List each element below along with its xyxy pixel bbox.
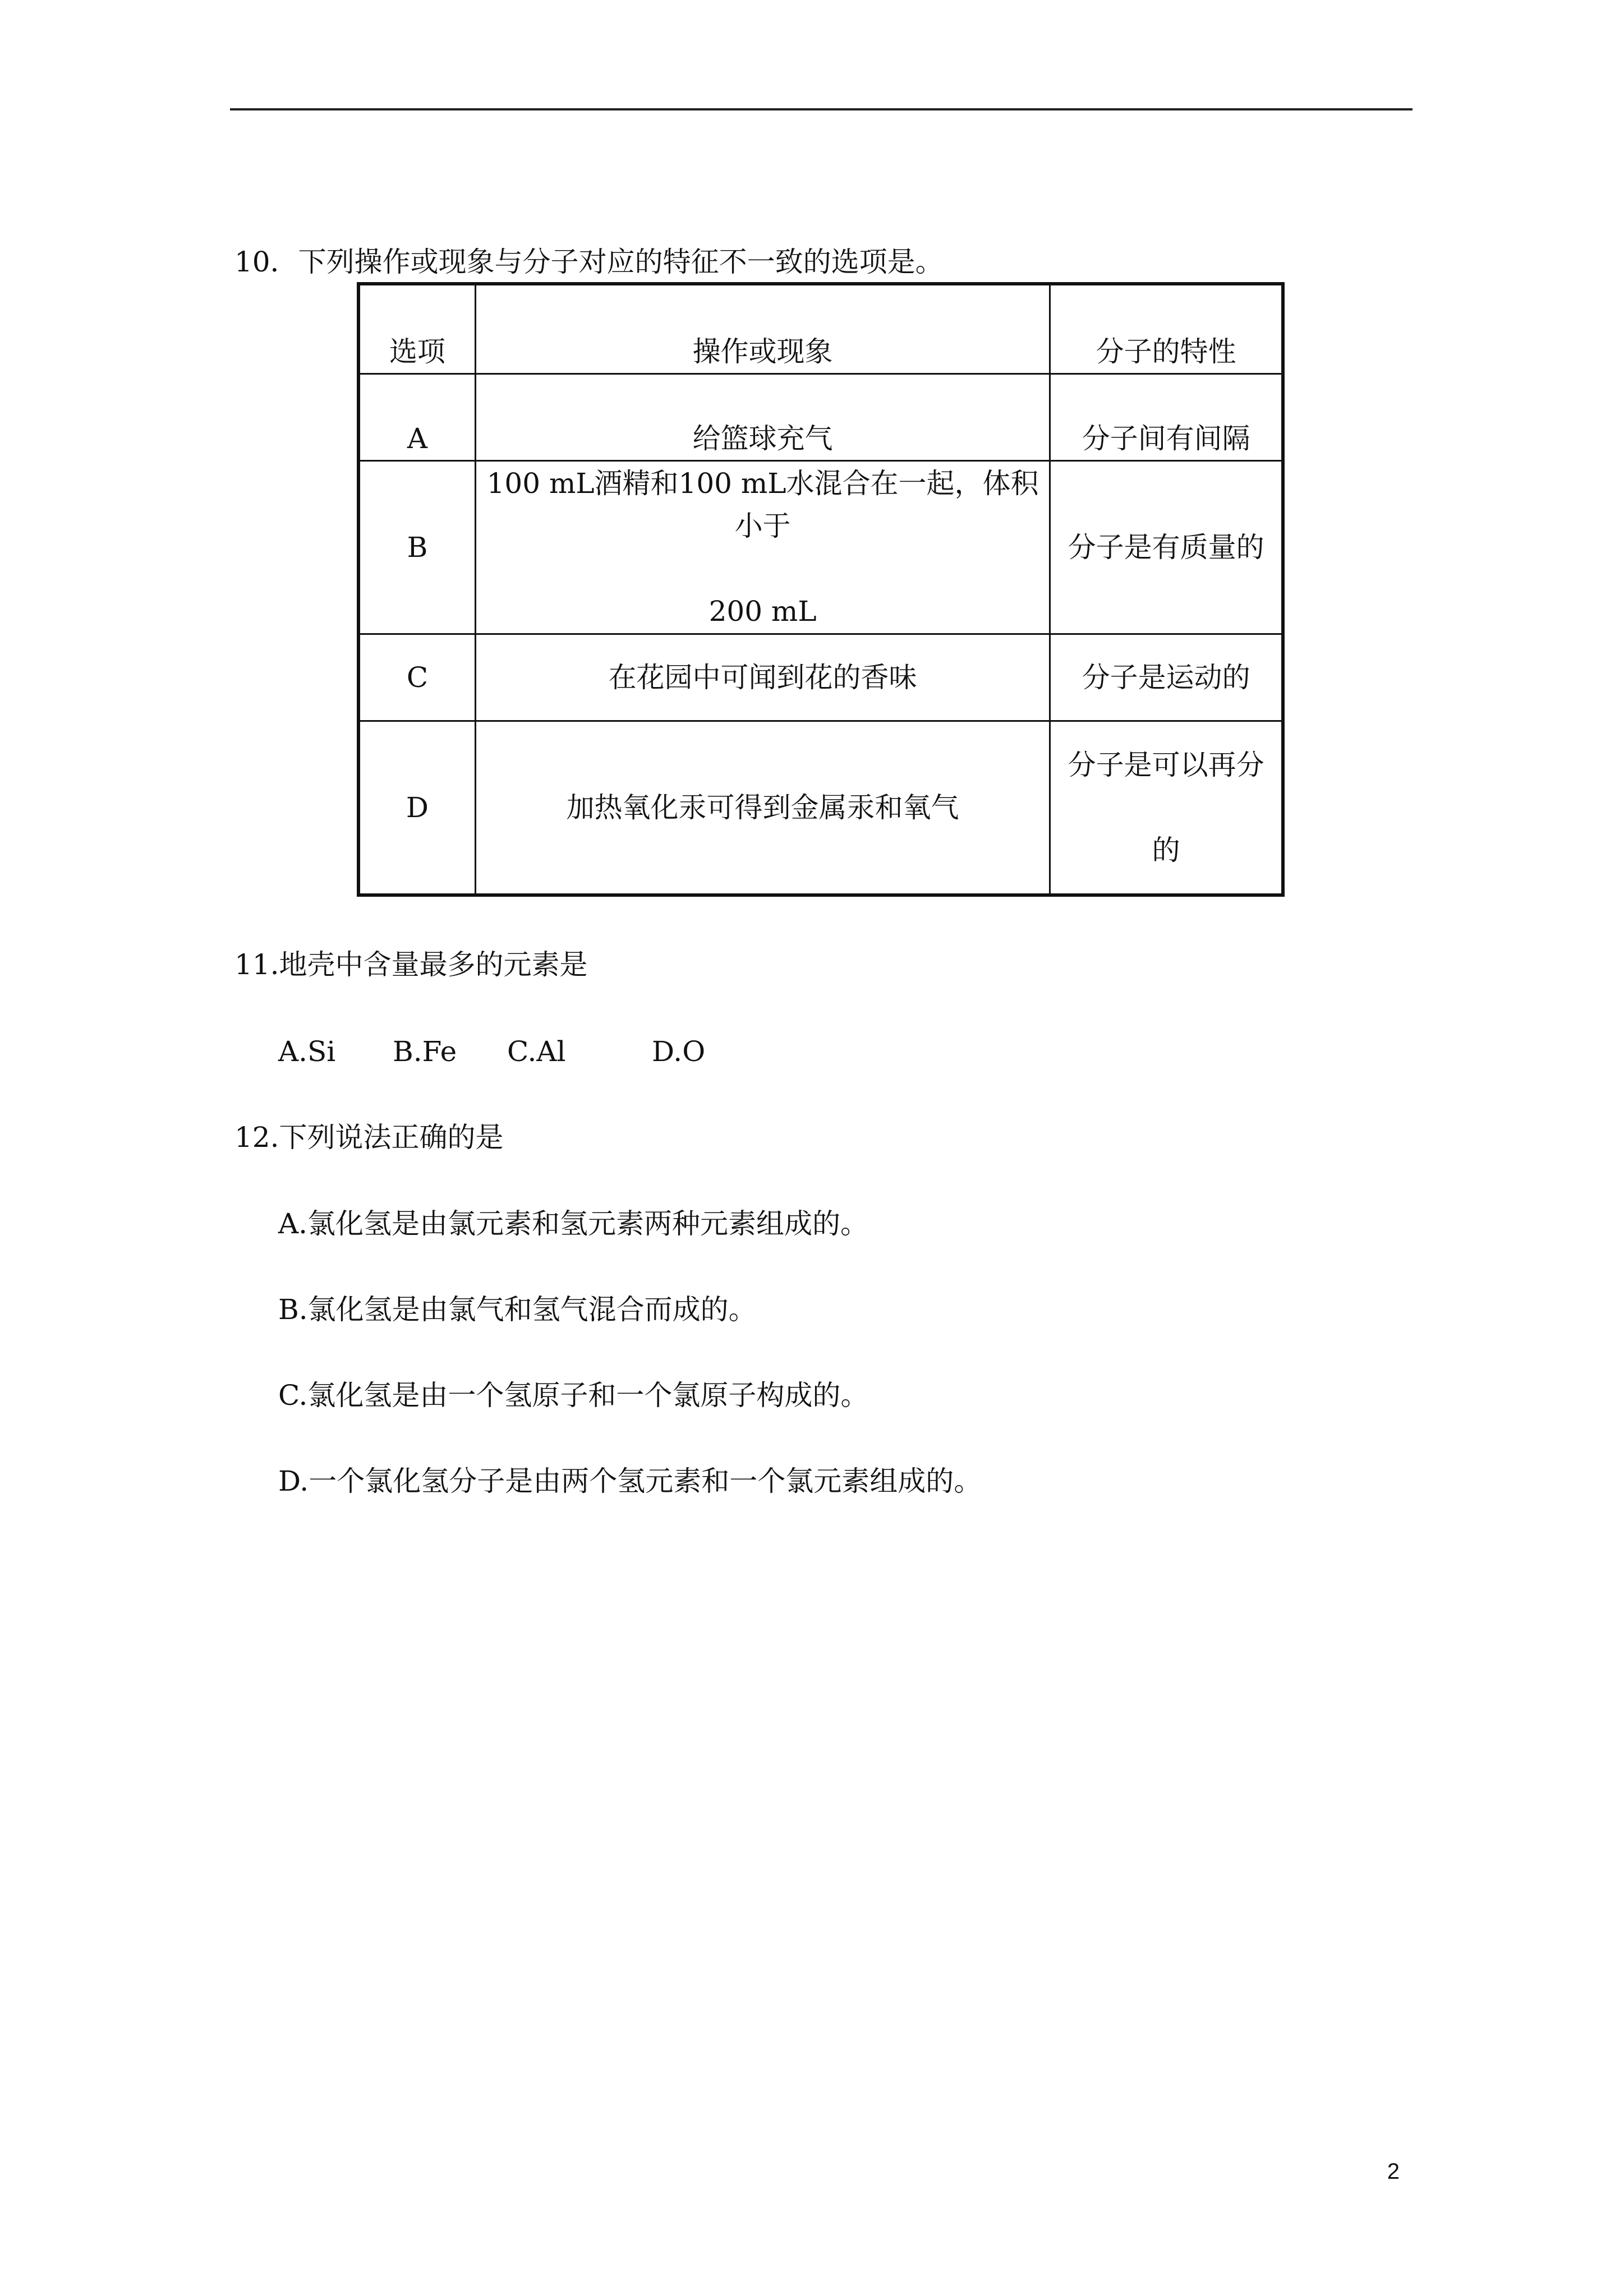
table-row	[358, 721, 1283, 896]
header-feature: 分子的特性	[1050, 284, 1283, 374]
question-12-option-c: C.氯化氢是由一个氢原子和一个氯原子构成的。	[278, 1379, 869, 1412]
question-10-stem: 10．下列操作或现象与分子对应的特征不一致的选项是。	[234, 246, 944, 278]
option-b: B.Fe	[393, 1035, 457, 1068]
option-d: D.O	[652, 1035, 706, 1068]
row-feature: 分子是有质量的	[1050, 461, 1283, 634]
row-feature-line-1: 分子是可以再分	[1068, 749, 1264, 781]
row-option: C	[358, 634, 475, 721]
table-row	[358, 374, 1283, 461]
table-header-row	[358, 284, 1283, 374]
row-operation-line-2: 200 mL	[709, 595, 817, 628]
header-option: 选项	[358, 284, 475, 374]
question-12-option-b: B.氯化氢是由氯气和氢气混合而成的。	[278, 1293, 757, 1326]
row-operation	[475, 461, 1050, 634]
table-row	[358, 461, 1283, 634]
row-option: A	[358, 374, 475, 461]
header-operation: 操作或现象	[475, 284, 1050, 374]
table-row	[358, 634, 1283, 721]
row-operation: 加热氧化汞可得到金属汞和氧气	[475, 721, 1050, 896]
question-11-options	[278, 1035, 705, 1068]
option-c: C.Al	[507, 1035, 566, 1068]
row-feature: 分子间有间隔	[1050, 374, 1283, 461]
question-10-table	[357, 282, 1285, 897]
question-12-stem: 12.下列说法正确的是	[234, 1121, 504, 1154]
row-operation: 在花园中可闻到花的香味	[475, 634, 1050, 721]
option-a: A.Si	[278, 1035, 336, 1068]
page-number: 2	[1387, 2159, 1400, 2184]
question-12-option-a: A.氯化氢是由氯元素和氢元素两种元素组成的。	[278, 1207, 869, 1240]
row-feature-line-2: 的	[1152, 834, 1180, 866]
row-option: B	[358, 461, 475, 634]
question-12-option-d: D.一个氯化氢分子是由两个氢元素和一个氯元素组成的。	[278, 1465, 982, 1497]
row-feature: 分子是运动的	[1050, 634, 1283, 721]
row-operation-line-1: 100 mL酒精和100 mL水混合在一起，体积小于	[486, 467, 1039, 542]
row-operation: 给篮球充气	[475, 374, 1050, 461]
row-feature	[1050, 721, 1283, 896]
question-11-stem: 11.地壳中含量最多的元素是	[234, 948, 588, 981]
row-option: D	[358, 721, 475, 896]
header-rule	[230, 108, 1413, 110]
